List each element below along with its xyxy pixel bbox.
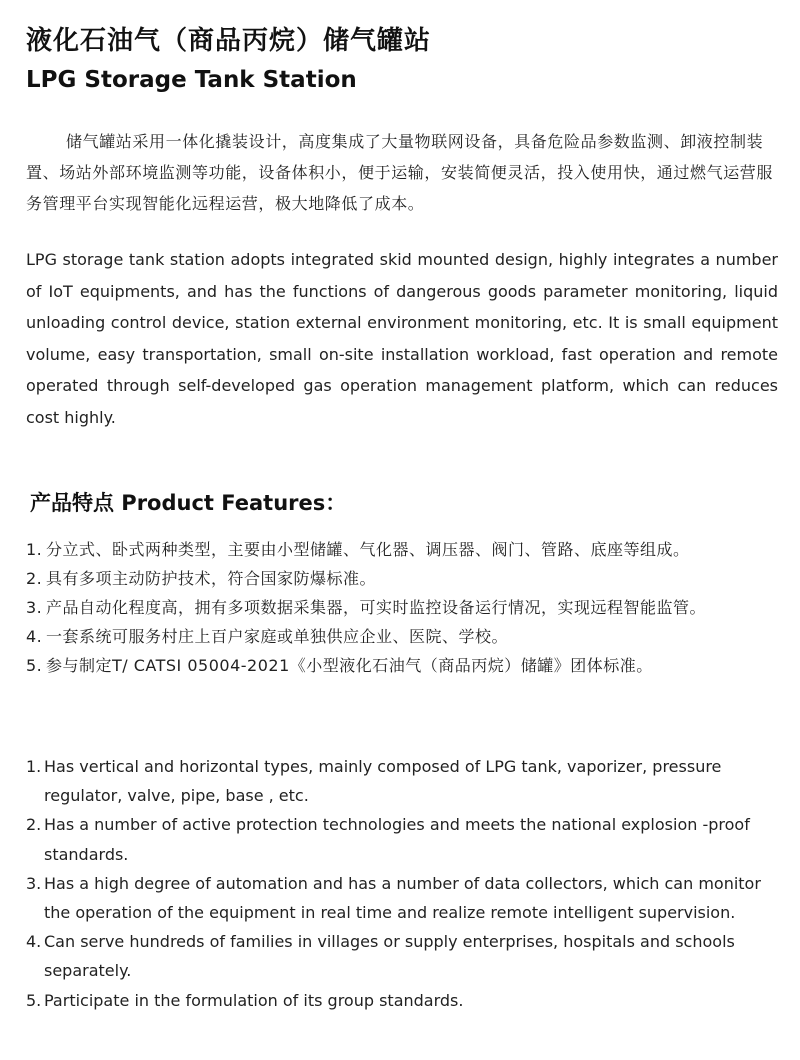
list-item-number: 4. xyxy=(26,932,42,952)
list-item xyxy=(26,752,778,810)
list-item xyxy=(26,869,778,927)
list-item-number: 3. xyxy=(26,598,43,617)
list-item xyxy=(26,593,778,622)
list-item-text: Has vertical and horizontal types, mainly composed of LPG tank, vaporizer, pressure regulator, valve, pipe, base , etc. xyxy=(44,757,722,806)
list-item-number: 2. xyxy=(26,815,42,835)
list-item-text: 参与制定T/ CATSI 05004-2021《小型液化石油气（商品丙烷）储罐》团体标准。 xyxy=(46,656,653,675)
list-item-number: 1. xyxy=(26,540,43,559)
list-item-text: Can serve hundreds of families in villages or supply enterprises, hospitals and schools separately. xyxy=(44,932,735,981)
list-item xyxy=(26,535,778,564)
list-item xyxy=(26,810,778,868)
list-item xyxy=(26,927,778,985)
list-item xyxy=(26,651,778,680)
list-item-number: 5. xyxy=(26,656,43,675)
list-item-text: 具有多项主动防护技术，符合国家防爆标准。 xyxy=(46,569,377,588)
list-item-text: Has a high degree of automation and has a number of data collectors, which can monitor the operation of the equipment in real time and realize remote intelligent supervision. xyxy=(44,873,761,923)
list-item-number: 2. xyxy=(26,569,43,588)
list-item xyxy=(26,622,778,651)
page-title-english: LPG Storage Tank Station xyxy=(26,67,357,93)
list-item-number: 3. xyxy=(26,873,42,893)
intro-paragraph-chinese: 储气罐站采用一体化撬装设计，高度集成了大量物联网设备，具备危险品参数监测、卸液控制装置、场站外部环境监测等功能，设备体积小，便于运输，安装简便灵活，投入使用快，通过燃气运营服务管理平台实现智能化远程运营，极大地降低了成本。 xyxy=(26,132,774,213)
features-heading: 产品特点 Product Features： xyxy=(30,491,347,515)
list-item xyxy=(26,986,778,1015)
list-item-text: 一套系统可服务村庄上百户家庭或单独供应企业、医院、学校。 xyxy=(46,627,509,646)
features-list-chinese xyxy=(26,535,778,680)
list-item-number: 5. xyxy=(26,990,42,1010)
intro-paragraph-english: LPG storage tank station adopts integrated skid mounted design, highly integrates a number of IoT equipments, and has the functions of dangerous goods parameter monitoring, liquid unloading control device, station external environment monitoring, etc. It is small equipment volume, easy transportation, small on-site installation workload, fast operation and remote operated through self-developed gas operation management platform, which can reduces cost highly. xyxy=(26,250,778,427)
list-item xyxy=(26,564,778,593)
list-item-text: 产品自动化程度高，拥有多项数据采集器，可实时监控设备运行情况，实现远程智能监管。 xyxy=(46,598,707,617)
list-item-text: Participate in the formulation of its group standards. xyxy=(44,990,464,1010)
list-item-text: 分立式、卧式两种类型，主要由小型储罐、气化器、调压器、阀门、管路、底座等组成。 xyxy=(46,540,690,559)
list-item-number: 1. xyxy=(26,757,42,776)
list-item-text: Has a number of active protection technologies and meets the national explosion -proof standards. xyxy=(44,815,750,864)
list-item-number: 4. xyxy=(26,627,43,646)
page-title-chinese: 液化石油气（商品丙烷）储气罐站 xyxy=(26,26,432,56)
features-list-english xyxy=(26,752,778,1015)
